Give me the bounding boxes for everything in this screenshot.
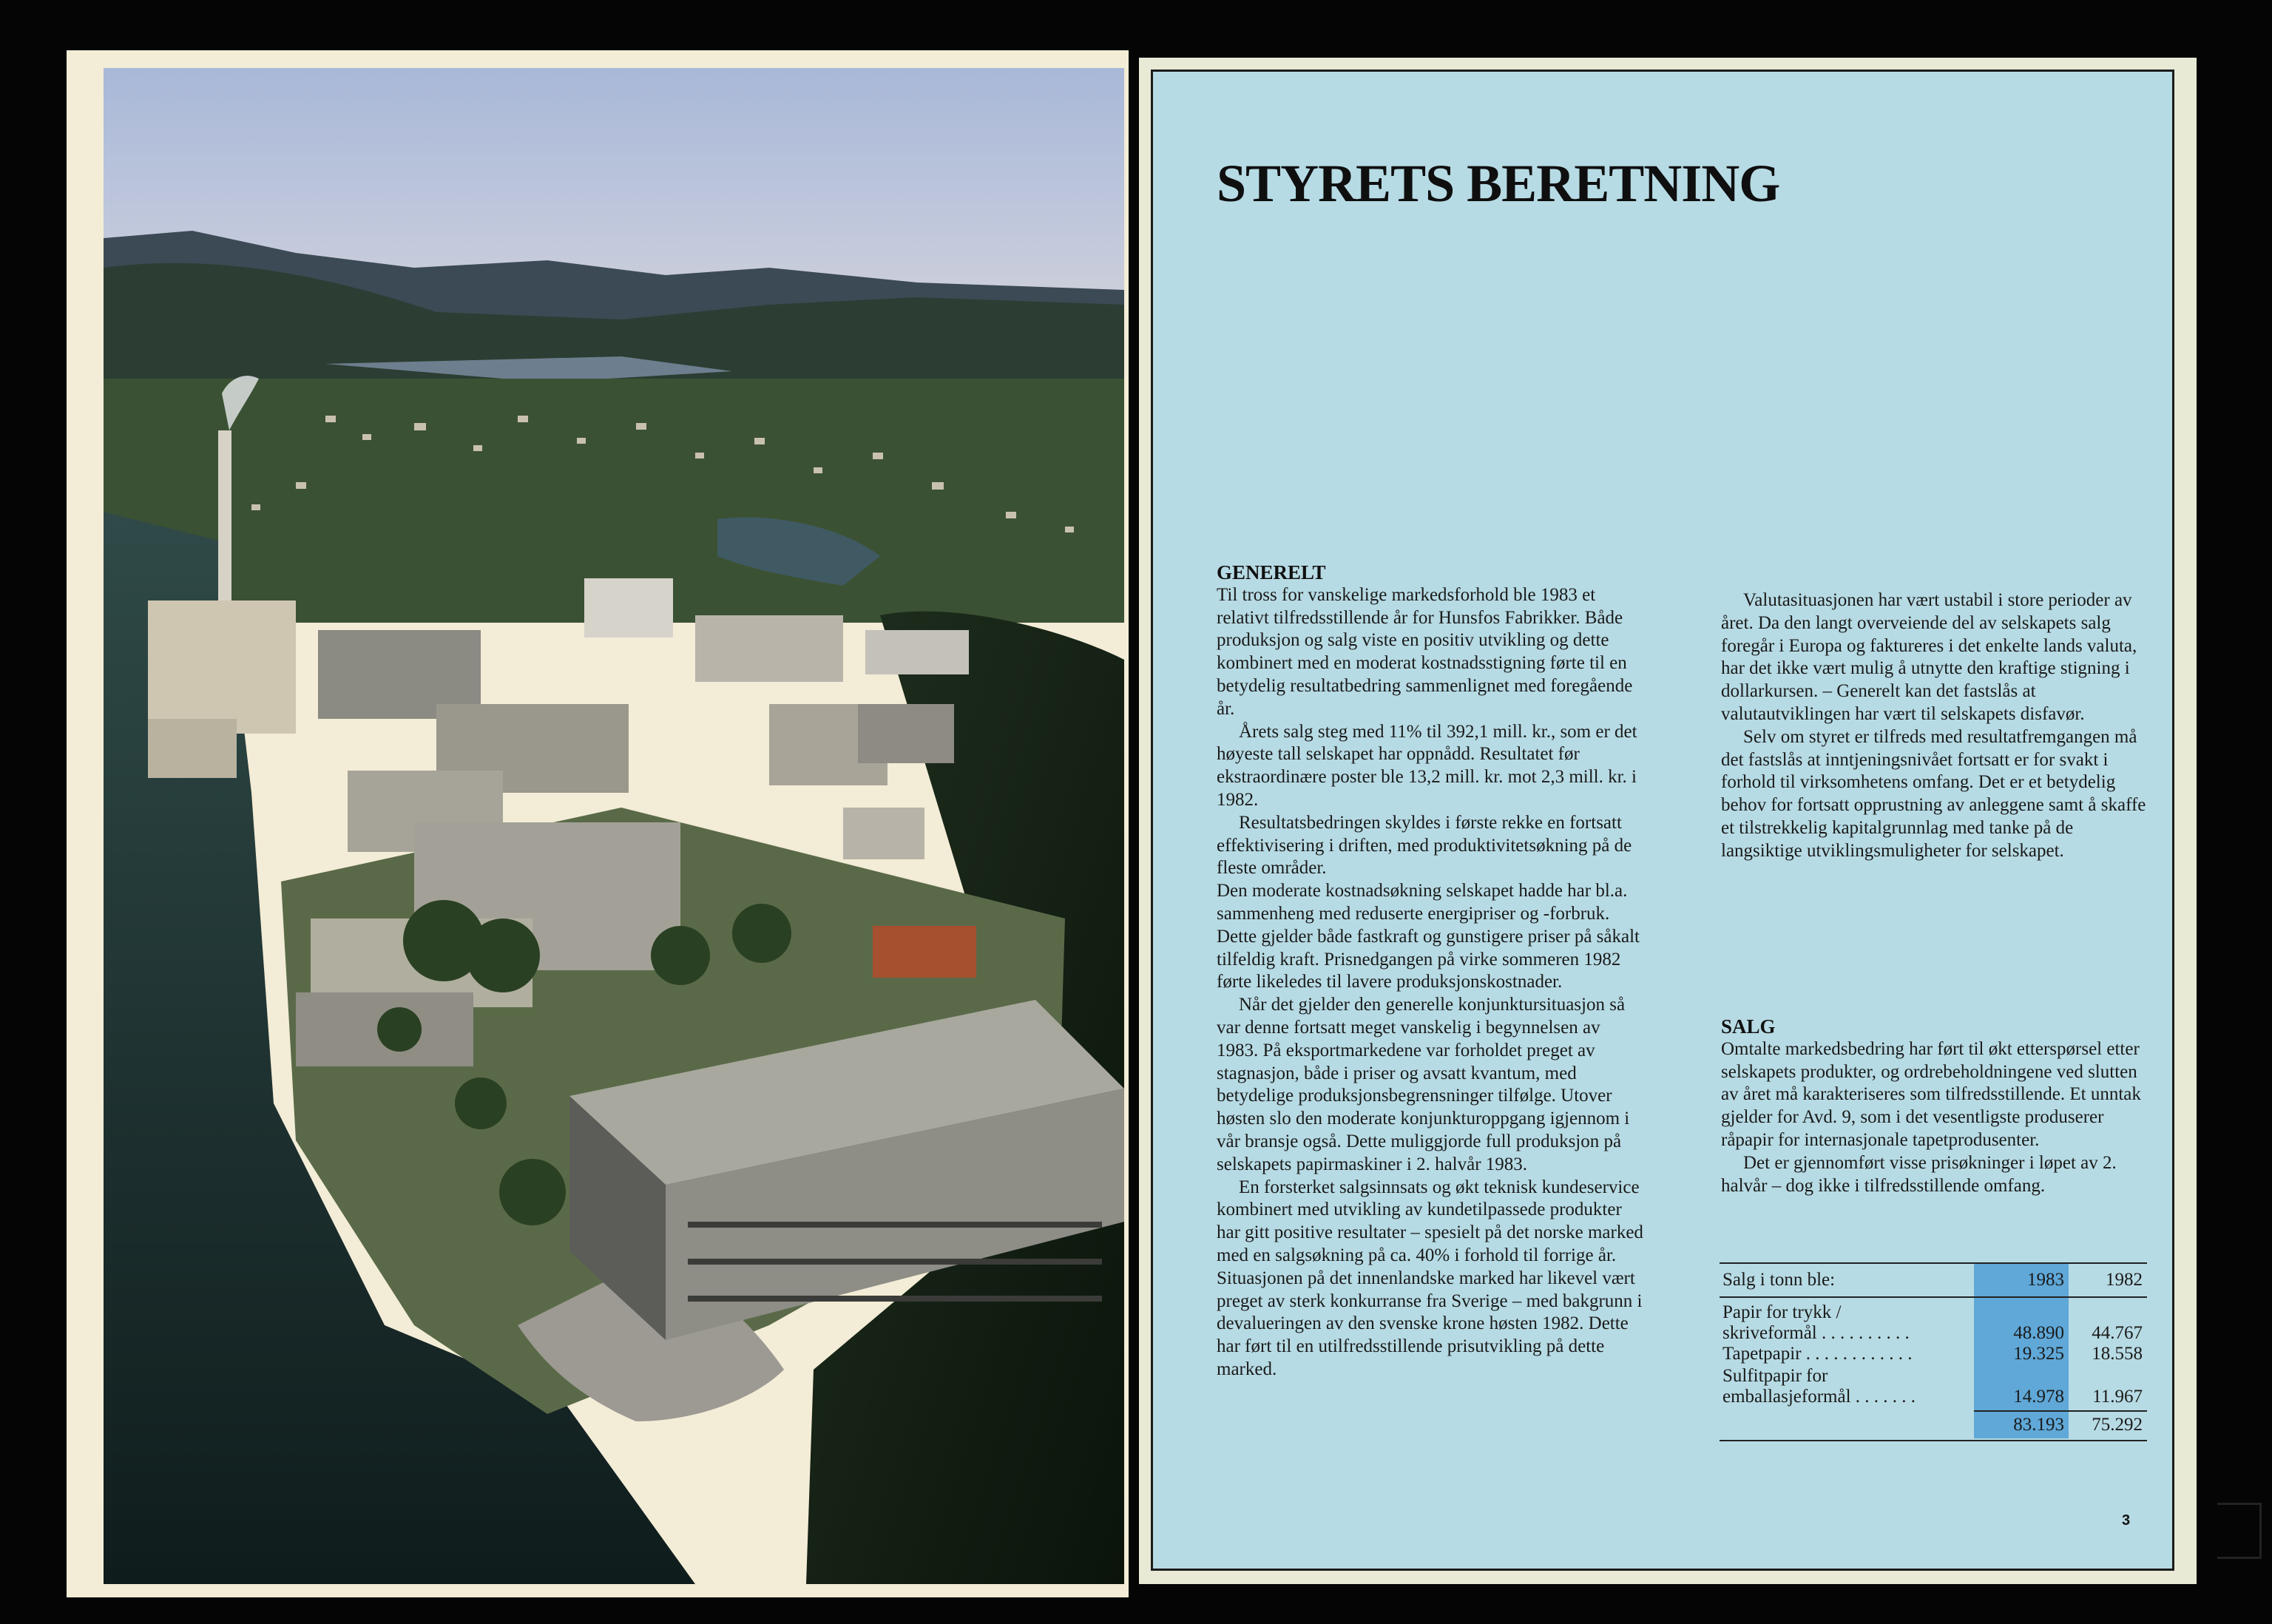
- header-rule: [1720, 1296, 2147, 1298]
- salg-section: [1721, 1015, 2150, 1197]
- value-1983: 14.978: [2013, 1387, 2064, 1407]
- value-1982: 11.967: [2092, 1387, 2143, 1407]
- col-header-1983: 1983: [2027, 1270, 2064, 1290]
- paragraph: Når det gjelder den generelle konjunktursituasjon så var denne fortsatt meget vanskelig i begynnelsen av 1983. På eksportmarkedene var forholdet preget av stagnasjon, både i priser og avsatt kvantum, med betydelige produksjonsbegrensninger tilfølge. Utover høsten slo den moderate konjunkturoppgang igjennom i vår bransje også. Dette muliggjorde full produksjon på selskapets papirmaskiner i 2. halvår 1983.: [1217, 995, 1630, 1174]
- generelt-column: [1217, 561, 1646, 1381]
- paragraph: Resultatsbedringen skyldes i første rekke en fortsatt effektivisering i driften, med produktivitetsøkning på de fleste områder.: [1217, 812, 1632, 879]
- value-1982: 18.558: [2092, 1344, 2143, 1364]
- right-page: [1139, 58, 2197, 1584]
- value-1983: 19.325: [2013, 1344, 2064, 1364]
- page-edge-mark: [2217, 1503, 2262, 1559]
- salg-heading: SALG: [1721, 1015, 1776, 1038]
- report-panel: [1151, 70, 2174, 1571]
- total-1983: 83.193: [2013, 1415, 2064, 1435]
- generelt-heading: GENERELT: [1217, 561, 1326, 583]
- page-title: STYRETS BERETNING: [1217, 154, 1780, 213]
- col-header-1982: 1982: [2106, 1270, 2143, 1290]
- paragraph: Den moderate kostnadsøkning selskapet hadde har bl.a. sammenheng med reduserte energipriser og -forbruk. Dette gjelder både fastkraft og gunstigere priser på såkalt tilfeldig kraft. Prisnedgangen på virke sommeren 1982 førte likeledes til lavere produksjonskostnader.: [1217, 881, 1640, 992]
- table-header-label: Salg i tonn ble:: [1722, 1270, 1836, 1290]
- row-label: Tapetpapir . . . . . . . . . . . .: [1722, 1344, 1913, 1364]
- total-1982: 75.292: [2092, 1415, 2143, 1435]
- left-page: [67, 50, 1129, 1597]
- aerial-photo: [104, 68, 1124, 1584]
- sum-rule: [1974, 1410, 2147, 1412]
- row-label: Papir for trykk /: [1722, 1302, 1842, 1322]
- table-bottom-rule: [1720, 1440, 2147, 1441]
- paragraph: Til tross for vanskelige markedsforhold ble 1983 et relativt tilfredsstillende år for Hunsfos Fabrikker. Både produksjon og salg viste en positiv utvikling og dette kombinert med en moderat kostnadsstigning førte til en betydelig resultatbedring sammenlignet med foregående år.: [1217, 584, 1633, 719]
- paragraph: Det er gjennomført visse prisøkninger i løpet av 2. halvår – dog ikke i tilfredsstillende omfang.: [1721, 1152, 2117, 1196]
- paragraph: Selv om styret er tilfreds med resultatfremgangen må det fastslås at inntjeningsnivået fortsatt er for svakt i forhold til virksomhetens omfang. Det er et betydelig behov for fortsatt opprustning av anleggene samt å skaffe et tilstrekkelig kapitalgrunnlag med tanke på de langsiktige utviklingsmuligheter for selskapet.: [1721, 726, 2146, 861]
- paragraph: Omtalte markedsbedring har ført til økt etterspørsel etter selskapets produkter, og ordrebeholdningene ved slutten av året må karakteriseres som tilfredsstillende. Et unntak gjelder for Avd. 9, som i det vesentligste produserer råpapir for internasjonale tapetprodusenter.: [1721, 1038, 2141, 1150]
- aerial-photo-graphic: [104, 68, 1124, 1584]
- page-number: 3: [2122, 1512, 2131, 1529]
- value-1982: 44.767: [2092, 1323, 2143, 1343]
- paragraph: Årets salg steg med 11% til 392,1 mill. kr., som er det høyeste tall selskapet har oppnådd. Resultatet før ekstraordinære poster ble 13,2 mill. kr. mot 2,3 mill. kr. i 1982.: [1217, 721, 1637, 810]
- row-label: skriveformål . . . . . . . . . .: [1722, 1323, 1910, 1343]
- value-1983: 48.890: [2013, 1323, 2064, 1343]
- paragraph: En forsterket salgsinnsats og økt teknisk kundeservice kombinert med utvikling av kundetilpassede produkter har gitt positive resultater – spesielt på det norske marked med en salgsøkning på ca. 40% i forhold til forrige år. Situasjonen på det innenlandske marked har likevel vært preget av sterk konkurranse fra Sverige – med bakgrunn i devalueringen av den svenske krone høsten 1982. Dette har ført til en utilfredsstillende prisutvikling på dette marked.: [1217, 1177, 1643, 1379]
- row-label: Sulfitpapir for: [1722, 1366, 1828, 1386]
- row-label: emballasjeformål . . . . . . .: [1722, 1387, 1916, 1407]
- table-top-rule: [1720, 1262, 2147, 1264]
- paragraph: Valutasituasjonen har vært ustabil i store perioder av året. Da den langt overveiende del av selskapets salg foregår i Europa og faktureres i det enkelte lands valuta, har det ikke vært mulig å utnytte den kraftige stigning i dollarkursen. – Generelt kan det fastslås at valutautviklingen har vært til selskapets disfavør.: [1721, 590, 2137, 724]
- valuta-column: [1721, 589, 2150, 863]
